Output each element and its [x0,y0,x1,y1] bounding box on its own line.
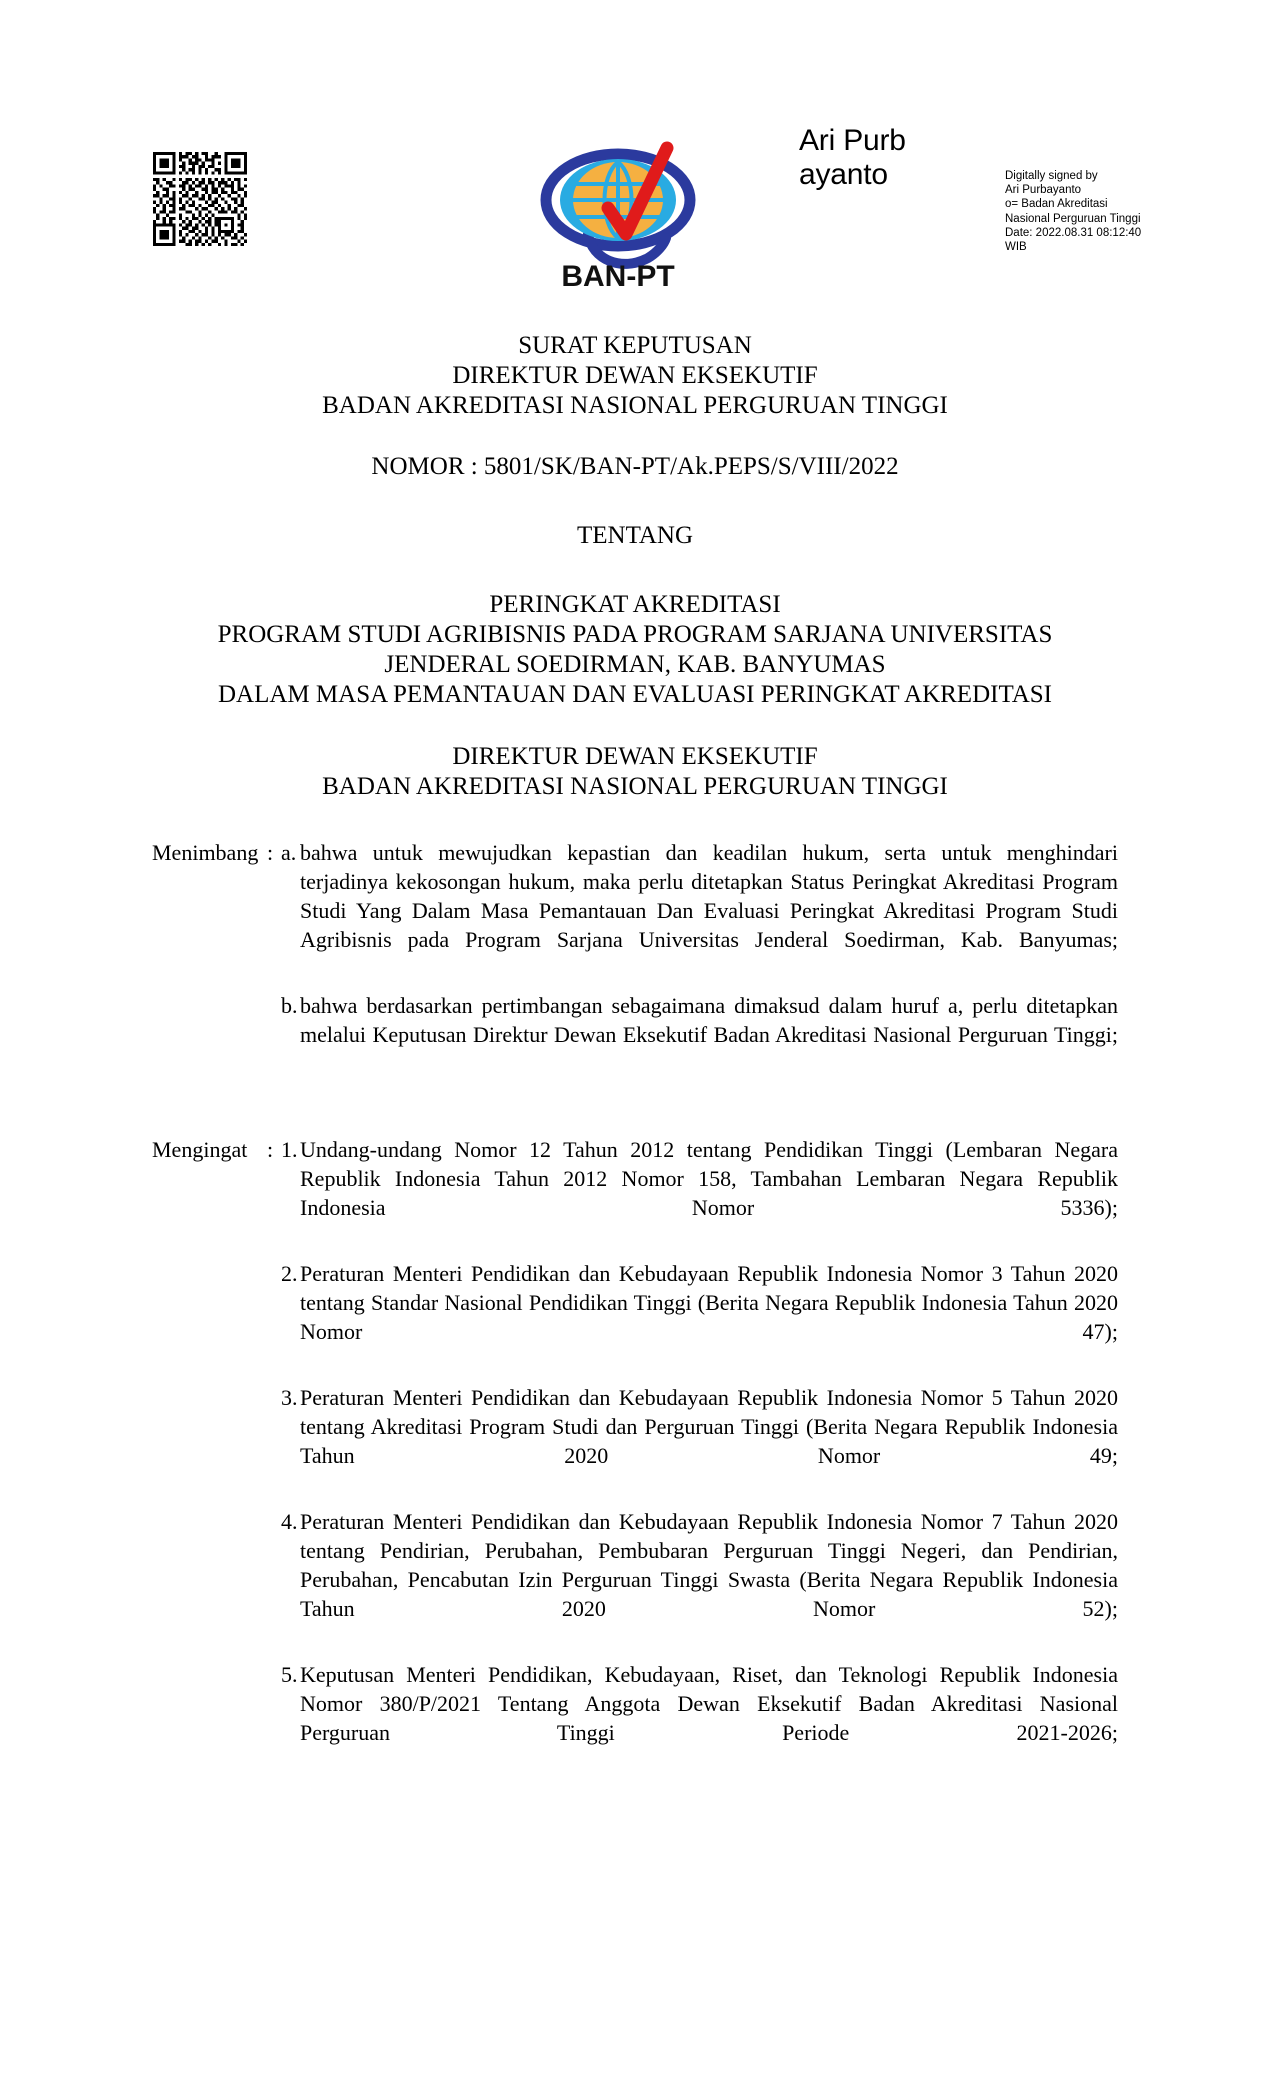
document-subject [0,590,1270,710]
document-issuer [0,742,1270,802]
subject-line: JENDERAL SOEDIRMAN, KAB. BANYUMAS [384,651,886,678]
clause-item-text: Peraturan Menteri Pendidikan dan Kebudayaan Republik Indonesia Nomor 7 Tahun 2020 tentang Pendirian, Perubahan, Pembubaran Perguruan Tinggi Negeri, dan Pendirian, Perubahan, Pencabutan Izin Perguruan Tinggi Swasta (Berita Negara Republik Indonesia Tahun 2020 Nomor 52); [300,1509,1118,1621]
title-line: SURAT KEPUTUSAN [518,332,752,359]
clause-item-text: Keputusan Menteri Pendidikan, Kebudayaan, Riset, dan Teknologi Republik Indonesia Nomor 380/P/2021 Tentang Anggota Dewan Eksekutif Badan Akreditasi Nasional Perguruan Tinggi Periode 2021-2026; [300,1662,1118,1745]
title-line: BADAN AKREDITASI NASIONAL PERGURUAN TINGGI [322,392,948,419]
clause-item-list [0,838,1270,1078]
clause-item-marker: 3. [281,1385,298,1410]
clause-item-text: Peraturan Menteri Pendidikan dan Kebudayaan Republik Indonesia Nomor 5 Tahun 2020 tentang Akreditasi Program Studi dan Perguruan Tinggi (Berita Negara Republik Indonesia Tahun 2020 Nomor 49; [300,1385,1118,1468]
clause-item [0,1135,1270,1251]
signature-detail-line: Nasional Perguruan Tinggi [1005,212,1141,225]
qr-code [153,152,247,246]
signature-detail-line: o= Badan Akreditasi [1005,198,1108,211]
document-number: NOMOR : 5801/SK/BAN-PT/Ak.PEPS/S/VIII/2022 [371,453,899,480]
clause-item-list [0,1135,1270,1776]
clause-colon: : [267,1137,274,1162]
clause-item-marker: 1. [281,1137,298,1162]
clause-item-text: Peraturan Menteri Pendidikan dan Kebudayaan Republik Indonesia Nomor 3 Tahun 2020 tentang Standar Nasional Pendidikan Tinggi (Berita Negara Republik Indonesia Tahun 2020 Nomor 47); [300,1261,1118,1344]
clause-item-marker: 2. [281,1261,298,1286]
clause-item [0,1259,1270,1375]
clause-item-marker: b. [281,993,298,1018]
subject-line: PROGRAM STUDI AGRIBISNIS PADA PROGRAM SARJANA UNIVERSITAS [217,621,1053,648]
clause-item [0,991,1270,1078]
document-title [0,331,1270,421]
signature-detail-line: Digitally signed by [1005,170,1098,182]
tentang-heading: TENTANG [576,522,694,549]
issuer-line: BADAN AKREDITASI NASIONAL PERGURUAN TINGGI [322,773,948,800]
clause-item [0,1660,1270,1776]
clause-item-text: bahwa untuk mewujudkan kepastian dan keadilan hukum, serta untuk menghindari terjadinya kekosongan hukum, maka perlu ditetapkan Status Peringkat Akreditasi Program Studi Yang Dalam Masa Pemantauan Dan Evaluasi Peringkat Akreditasi Program Studi Agribisnis pada Program Sarjana Universitas Jenderal Soedirman, Kab. Banyumas; [300,840,1118,952]
clause-item-marker: a. [281,840,297,865]
clause-label: Menimbang [152,840,259,865]
issuer-line: DIREKTUR DEWAN EKSEKUTIF [452,743,818,770]
ban-pt-globe-logo [530,138,706,298]
clause-section-menimbang [0,838,1270,1078]
title-line: DIREKTUR DEWAN EKSEKUTIF [452,362,818,389]
clause-item-text: Undang-undang Nomor 12 Tahun 2012 tentang Pendidikan Tinggi (Lembaran Negara Republik Indonesia Tahun 2012 Nomor 158, Tambahan Lembaran Negara Republik Indonesia Nomor 5336); [300,1137,1118,1220]
clause-item [0,1507,1270,1652]
clause-item-marker: 4. [281,1509,298,1534]
clause-item [0,838,1270,983]
signature-detail-line: Date: 2022.08.31 08:12:40 [1005,226,1142,239]
clause-label: Mengingat [152,1137,248,1162]
document-header [0,0,1270,310]
clause-item-marker: 5. [281,1662,298,1687]
signature-detail-line: Ari Purbayanto [1005,184,1082,197]
subject-line: DALAM MASA PEMANTAUAN DAN EVALUASI PERINGKAT AKREDITASI [218,681,1052,708]
signature-detail-line: WIB [1005,241,1027,254]
subject-line: PERINGKAT AKREDITASI [489,591,781,618]
clause-colon: : [267,840,274,865]
clause-item [0,1383,1270,1499]
clause-item-text: bahwa berdasarkan pertimbangan sebagaimana dimaksud dalam huruf a, perlu ditetapkan melalui Keputusan Direktur Dewan Eksekutif Badan Akreditasi Nasional Perguruan Tinggi; [300,993,1118,1047]
ban-pt-wordmark: BAN-PT [561,260,675,293]
clause-container [0,838,1270,1776]
clause-section-mengingat [0,1135,1270,1776]
signature-details [1005,169,1175,254]
signature-name: Ari Purbayanto [799,124,906,191]
